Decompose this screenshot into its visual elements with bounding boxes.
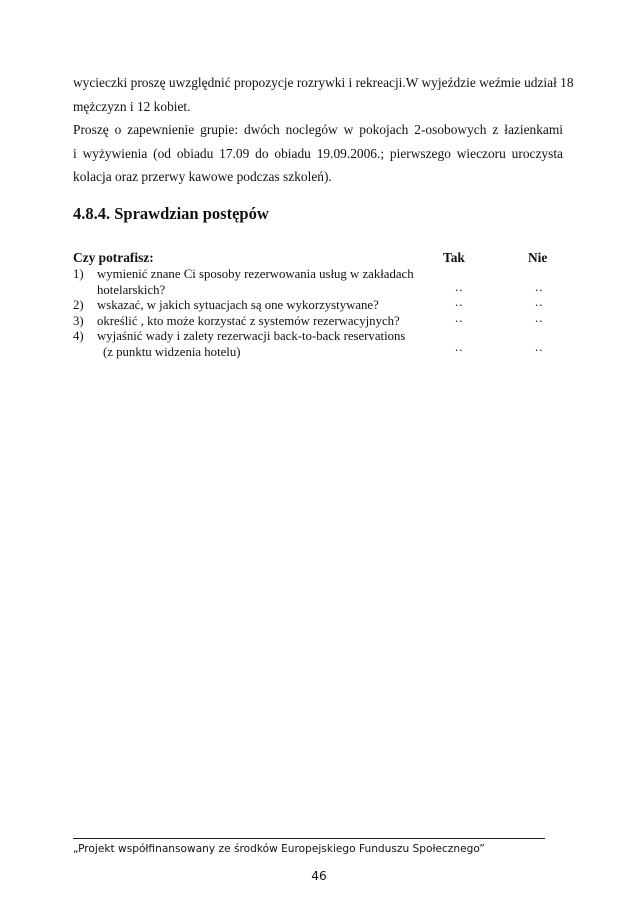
item-text: wskazać, w jakich sytuacjach są one wykorzystywane? — [97, 298, 379, 312]
nie-column-header: Nie — [528, 250, 548, 265]
item-number: 4) — [73, 329, 84, 343]
item-number: 1) — [73, 267, 84, 281]
footer-divider — [73, 838, 545, 839]
item-number: 2) — [73, 298, 84, 312]
item-text: określić , kto może korzystać z systemów rezerwacyjnych? — [97, 313, 400, 328]
checklist-item — [73, 314, 433, 330]
nie-mark: .. — [535, 340, 544, 354]
paragraph-line: mężczyzn i 12 kobiet. — [73, 98, 191, 114]
checklist-item — [73, 267, 433, 298]
question-column-header: Czy potrafisz: — [73, 250, 154, 265]
checklist-questions — [73, 267, 433, 360]
item-text-continued: (z punktu widzenia hotelu) — [103, 344, 241, 359]
item-text-continued: hotelarskich? — [97, 282, 166, 297]
nie-mark: .. — [535, 295, 544, 309]
tak-mark: .. — [455, 311, 464, 325]
tak-mark: .. — [455, 280, 464, 294]
checklist-item — [73, 298, 433, 314]
paragraph-line: kolacja oraz przerwy kawowe podczas szkoleń). — [73, 169, 332, 184]
paragraph-line: i wyżywienia (od obiadu 17.09 do obiadu 19.09.2006.; pierwszego wieczoru uroczysta — [73, 145, 563, 161]
tak-mark: .. — [455, 295, 464, 309]
item-number: 3) — [73, 313, 84, 328]
tak-mark: .. — [455, 340, 464, 354]
page-number: 46 — [311, 869, 327, 883]
item-text: wymienić znane Ci sposoby rezerwowania usług w zakładach — [97, 267, 414, 281]
paragraph-line: Proszę o zapewnienie grupie: dwóch noclegów w pokojach 2-osobowych z łazienkami — [73, 122, 563, 137]
paragraph-excursion — [73, 71, 574, 118]
paragraph-request — [73, 118, 563, 189]
section-heading: 4.8.4. Sprawdzian postępów — [73, 204, 269, 223]
nie-mark: .. — [535, 280, 544, 294]
tak-column-header: Tak — [443, 250, 465, 265]
paragraph-line: wycieczki proszę uwzględnić propozycje rozrywki i rekreacji.W wyjeździe weźmie udział 18 — [73, 75, 574, 90]
item-text: wyjaśnić wady i zalety rezerwacji back-to-back reservations — [97, 329, 406, 343]
nie-mark: .. — [535, 311, 544, 325]
checklist-item — [73, 329, 433, 360]
footer-text: „Projekt współfinansowany ze środków Europejskiego Funduszu Społecznego” — [73, 843, 485, 855]
